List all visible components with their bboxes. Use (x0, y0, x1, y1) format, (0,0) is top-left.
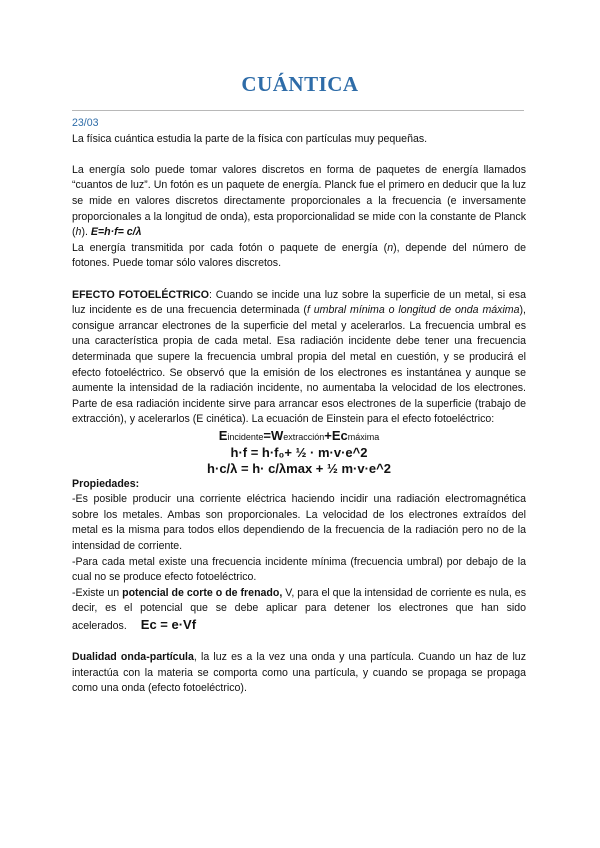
einstein-equation-3: h·c/λ = h· c/λmax + ½ m·v·e^2 (207, 461, 391, 477)
photoelectric-text-2: ), consigue arrancar electrones de la superficie del metal y acelerarlos. La frecuencia umbral es una característica propia de cada metal. Esa radiación incidente debe tener una frecuencia determinada que supere la frecuencia umbral propia del metal en cuestión, y se producirá el efecto fotoeléctrico. Se observó que la emisión de los electrones es instantánea y aunque se aumente la intensidad de la radiación incidente, no aumentaba la velocidad de los electrones. Parte de esa radiación incidente sirve para arrancar esos electrones de la superficie (trabajo de extracción), y acelerarlos (E cinética). La ecuación de Einstein para el efecto fotoeléctrico: (72, 304, 527, 426)
photoelectric-text-1: : Cuando se incide una luz sobre la superficie de un metal, si esa luz incidente es de una frecuencia determinada ( (72, 288, 526, 317)
photoelectric-italic-terms: f umbral mínima o longitud de onda máxima (306, 304, 520, 317)
duality-text: , la luz es a la vez una onda y una partícula. Cuando un haz de luz interactúa con la materia se comporta como una partícula, y cuando se propaga se propaga como una onda (efecto fotoeléctrico). (72, 651, 526, 695)
einstein-equation-1 (72, 428, 526, 446)
property-2: -Para cada metal existe una frecuencia incidente mínima (frecuencia umbral) por debajo de la cual no se produce efecto fotoeléctrico. (72, 555, 526, 584)
property-3-before: -Existe un (72, 586, 123, 599)
date-label: 23/03 (72, 117, 99, 129)
eq1-ec: +Ec (324, 427, 348, 443)
energy-close: ). (81, 226, 91, 239)
property-3-after: V, para el que la intensidad de corriente es nula, es decir, es el potencial que se debe aplicar para detener los electrones que han sido acelerados. (72, 586, 526, 632)
eq1-w: =W (263, 427, 284, 443)
photon-n-symbol: n (387, 241, 394, 254)
property-3 (72, 586, 526, 635)
eq1-sub-incidente: incidente (227, 431, 264, 442)
photoelectric-paragraph (72, 288, 526, 428)
properties-heading: Propiedades: (72, 477, 140, 490)
property-1: -Es posible producir una corriente eléctrica haciendo incidir una radiación electromagnética sobre los metales. Ambas son proporcionales. La velocidad de los electrones extraídos del metal es la misma para todos ellos dependiendo de la frecuencia de la radiación pero no de la intensidad de corriente. (72, 493, 526, 553)
title-divider (72, 110, 524, 111)
planck-symbol: h (75, 226, 82, 239)
property-3-bold: potencial de corte o de frenado, (122, 586, 283, 599)
energy-text: La energía solo puede tomar valores discretos en forma de paquetes de energía llamados “cuantos de luz”. Un fotón es un paquete de energía. Planck fue el primero en deducir que la luz se mide en valores discretos directamente proporcionales a la frecuencia (e inversamente proporcionales a la longitud de onda), esta proporcionalidad se mide con la constante de Planck ( (72, 163, 526, 239)
photon-after: ), depende del número de fotones. Puede tomar sólo valores discretos. (72, 241, 527, 270)
intro-paragraph: La física cuántica estudia la parte de la física con partículas muy pequeñas. (72, 132, 428, 145)
energy-paragraph (72, 163, 526, 241)
spacer (72, 147, 526, 163)
einstein-equation-2: h·f = h·f₀+ ½ · m·v·e^2 (230, 445, 368, 461)
duality-heading: Dualidad onda-partícula (72, 651, 194, 664)
eq1-e: E (218, 427, 228, 443)
photoelectric-heading: EFECTO FOTOELÉCTRICO (72, 288, 210, 301)
planck-formula: E=h·f= c/λ (90, 226, 142, 239)
eq1-sub-extraccion: extracción (283, 431, 325, 442)
document-body (72, 116, 526, 697)
photon-paragraph (72, 241, 526, 272)
eq1-sub-maxima: máxima (347, 431, 380, 442)
spacer (72, 635, 526, 651)
stopping-potential-formula: Ec = e·Vf (140, 617, 197, 632)
duality-paragraph (72, 650, 526, 697)
spacer (72, 272, 526, 288)
page-title: CUÁNTICA (241, 72, 359, 96)
photon-before: La energía transmitida por cada fotón o paquete de energía ( (72, 241, 388, 254)
